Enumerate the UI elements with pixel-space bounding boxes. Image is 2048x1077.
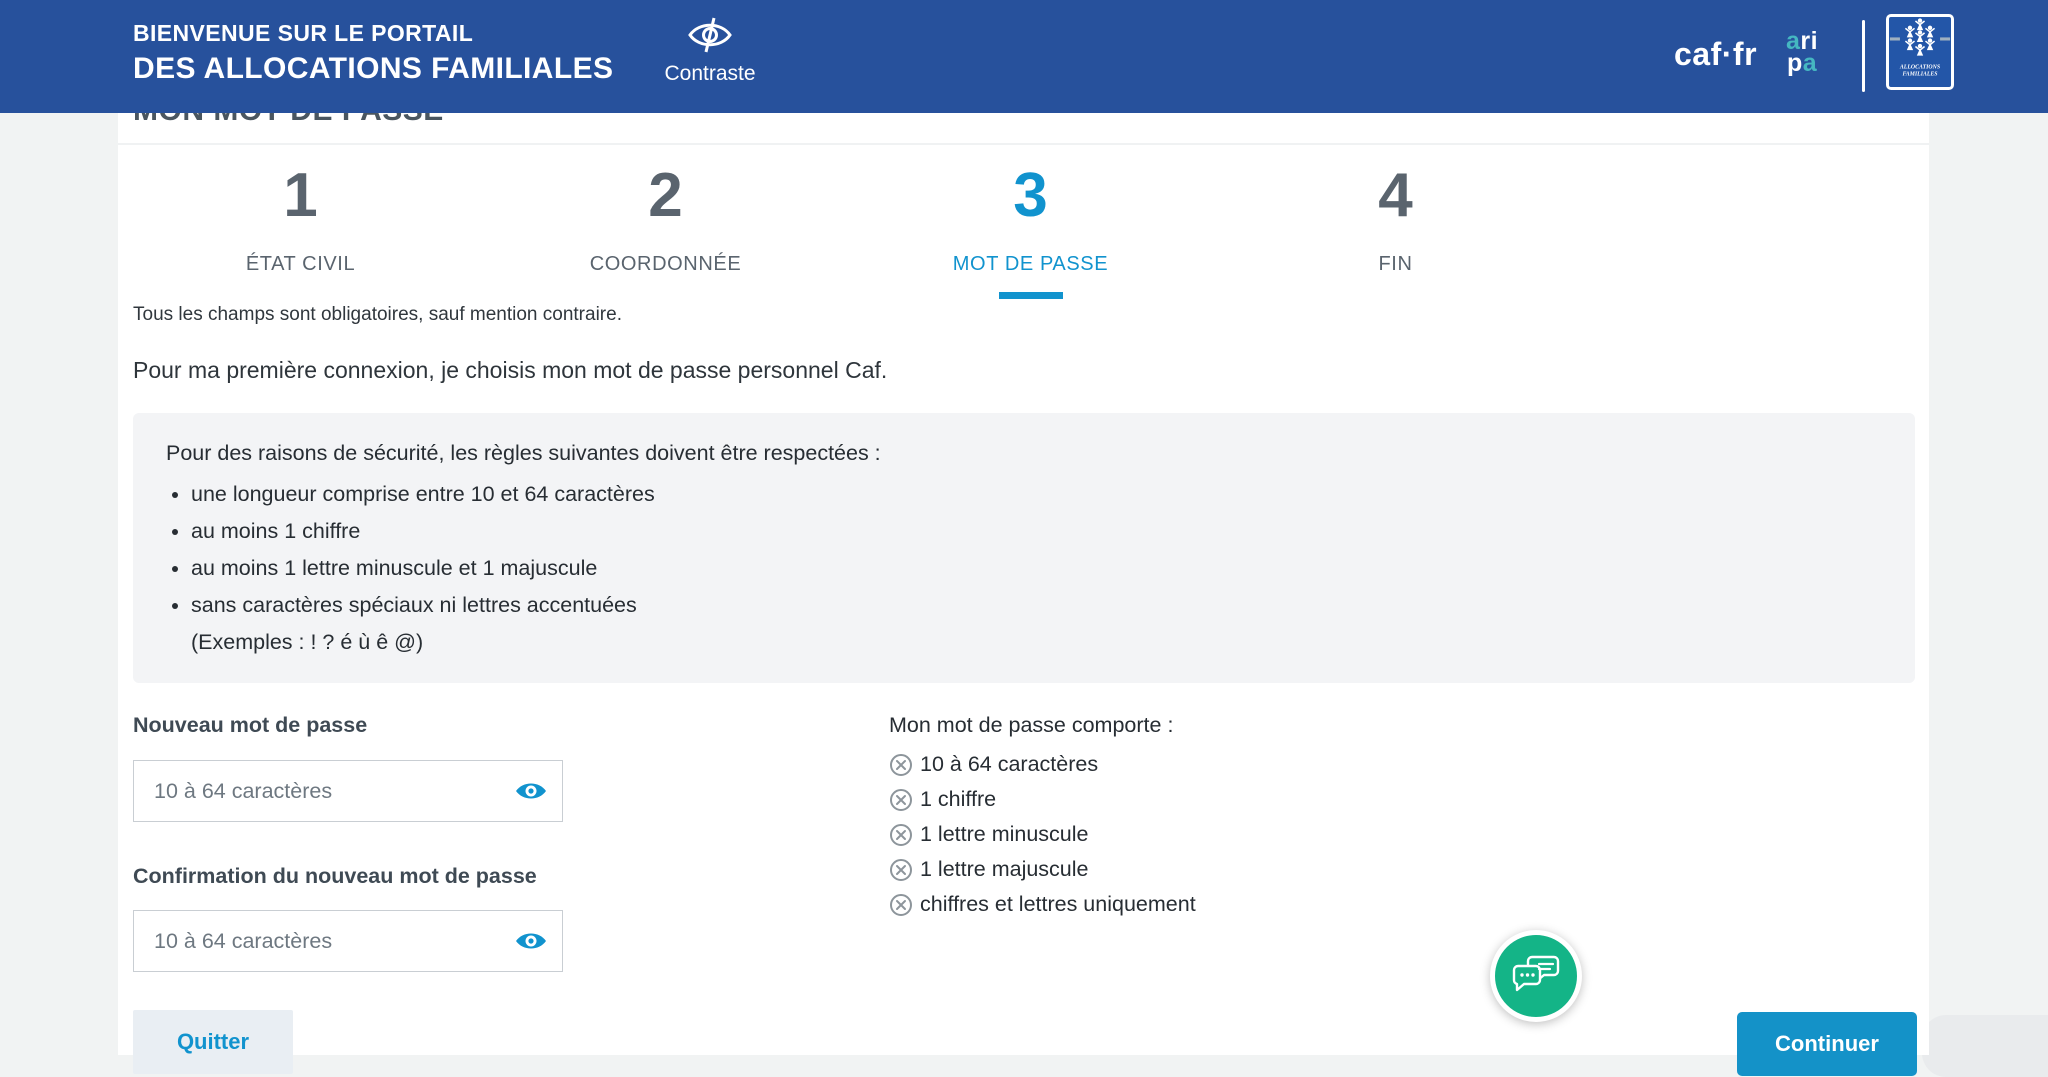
welcome-line2: DES ALLOCATIONS FAMILIALES [133,52,614,85]
step-number: 2 [648,161,683,230]
rules-title: Pour des raisons de sécurité, les règles suivantes doivent être respectées : [166,441,881,465]
chat-help-button[interactable] [1490,930,1582,1022]
contrast-eye-icon [630,16,790,54]
new-password-field-wrap [133,760,563,822]
header-divider [1862,20,1865,92]
aripa-letter: p [1786,49,1803,77]
new-password-label: Nouveau mot de passe [133,713,368,737]
quit-button[interactable]: Quitter [133,1010,293,1074]
checklist-item [889,852,1196,887]
step-number: 3 [1013,161,1048,230]
aripa-letter: a [1786,27,1801,55]
required-fields-note: Tous les champs sont obligatoires, sauf mention contraire. [133,304,622,325]
rules-example: (Exemples : ! ? é ù ê @) [191,630,424,654]
checklist-item-label: 1 lettre majuscule [920,857,1089,881]
portal-welcome [133,20,613,86]
rule-item: • sans caractères spéciaux ni lettres accentuées [191,593,1915,618]
rules-list [151,482,1915,618]
active-step-bar [999,292,1063,299]
continue-button[interactable]: Continuer [1737,1012,1917,1076]
corner-shadow-shape [1922,1015,2048,1077]
step-indicator [118,163,1578,299]
rule-item: • au moins 1 lettre minuscule et 1 majuscule [191,556,1915,581]
step-label: ÉTAT CIVIL [245,253,356,275]
aripa-letter: a [1802,49,1818,77]
caf-fr-logo[interactable]: caf·fr [1674,36,1758,72]
x-circle-icon [889,893,913,917]
checklist-items [889,747,1196,922]
x-circle-icon [889,823,913,847]
chat-bubbles-icon [1511,953,1561,1000]
checklist-title: Mon mot de passe comporte : [889,713,1174,737]
aripa-logo[interactable] [1786,27,1819,77]
step-number: 4 [1378,161,1413,230]
intro-text: Pour ma première connexion, je choisis mon mot de passe personnel Caf. [133,357,888,383]
caf-logo-text2: FAMILIALES [1902,71,1938,78]
password-rules-box [133,413,1915,683]
new-password-input[interactable] [133,760,563,822]
x-circle-icon [889,753,913,777]
show-password-button[interactable] [515,779,547,803]
checklist-item [889,747,1196,782]
caf-brand-logo[interactable] [1886,14,1954,90]
caf-logo-text1: ALLOCATIONS [1899,64,1941,71]
content-card [118,113,1929,1055]
rule-item: • au moins 1 chiffre [191,519,1915,544]
contrast-toggle[interactable] [630,16,790,86]
checklist-item [889,887,1196,922]
title-divider [118,143,1929,145]
aripa-letters: ri [1800,27,1819,55]
step-number: 1 [283,161,318,230]
step-mot-de-passe [848,163,1213,299]
eye-icon [515,941,547,956]
checklist-item-label: 10 à 64 caractères [920,752,1099,776]
top-header [0,0,2048,113]
confirm-password-label: Confirmation du nouveau mot de passe [133,864,537,888]
step-etat-civil [118,163,483,299]
x-circle-icon [889,858,913,882]
step-fin [1213,163,1578,299]
confirm-password-input[interactable] [133,910,563,972]
checklist-item [889,782,1196,817]
password-checklist [889,713,1196,922]
checklist-item-label: 1 chiffre [920,787,997,811]
x-circle-icon [889,788,913,812]
checklist-item-label: 1 lettre minuscule [920,822,1089,846]
welcome-line1: BIENVENUE SUR LE PORTAIL [133,20,474,46]
checklist-item [889,817,1196,852]
step-label: FIN [1378,253,1413,275]
step-label: COORDONNÉE [589,253,742,275]
show-confirm-password-button[interactable] [515,929,547,953]
confirm-password-field-wrap [133,910,563,972]
step-coordonnee [483,163,848,299]
step-label: MOT DE PASSE [952,253,1109,275]
eye-icon [515,791,547,806]
rule-item: • une longueur comprise entre 10 et 64 caractères [191,482,1915,507]
contrast-label: Contraste [664,62,756,85]
checklist-item-label: chiffres et lettres uniquement [920,892,1196,916]
